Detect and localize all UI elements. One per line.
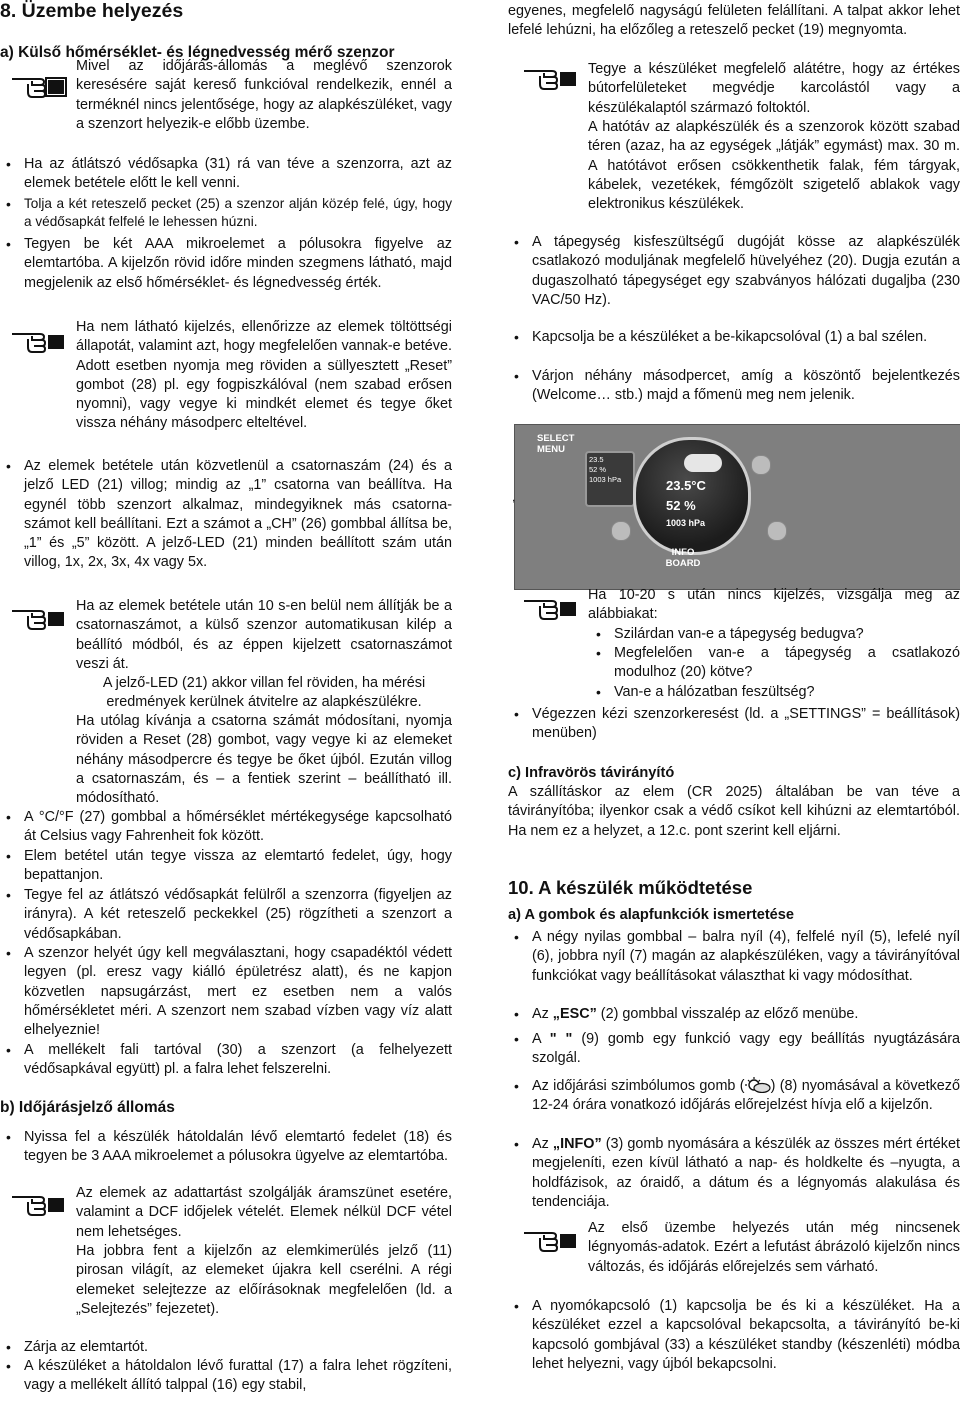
pointing-hand-icon	[522, 592, 580, 622]
note-search-function: Mivel az időjárás-állomás a meglévő szenzorok keresésére saját kereső funkcióval rendelkezik, ennél a terméknél nincs jelentősége, hogy az alapkészüléket, vagy a szenzort helyezik-e előbb üzembe.	[76, 58, 452, 132]
bullet-remove-cap: • Ha az átlátszó védősapka (31) rá van téve a szenzorra, azt az elemek betétele előtt le kell venni.	[0, 155, 452, 194]
note-led-flash: A jelző-LED (21) akkor villan fel röviden, ha mérési eredmények kerülnek átvitelre az alapkészülékre.	[102, 675, 426, 711]
pointing-hand-icon	[10, 70, 68, 100]
stray-mark: ,	[512, 490, 516, 504]
disc-pressure: 1003 hPa	[666, 518, 706, 528]
bullet-insert-batteries: • Tegyen be két AAA mikroelemet a pólusokra figyelve az elemtartóba. A kijelzőn rövid időre minden szegmens látható, majd megjelenik az első hőmérséklet- és légnedvesség érték.	[0, 235, 452, 293]
bullet-open-battery: • Nyissa fel a készülék hátoldalán lévő elemtartó fedelet (18) és tegyen be 3 AAA mikroelemet a pólusokra ügyelve az elemtartóba.	[0, 1128, 452, 1167]
pointing-hand-icon	[10, 1188, 68, 1218]
check-voltage: • Van-e a hálózatban feszültség?	[588, 683, 960, 702]
pointing-hand-icon	[522, 1224, 580, 1254]
continued-text: egyenes, megfelelő nagyságú felületen felállítani. A talpat akkor lehet lefelé lehúzni, ha előzőleg a reteszelő pecket (19) megnyomta.	[508, 3, 960, 39]
note-protect-furniture: Tegye a készüléket megfelelő alátétre, hogy az értékes bútorfelületeket megvédje karcolástól vagy a készülékalaptól származó foltoktól.	[588, 61, 960, 116]
note-first-setup: Az első üzembe helyezés után még nincsenek légnyomás-adatok. Ezért a lefutást ábrázoló kijelzőn nincs változás, és időjárás előrejelzés sem várható.	[588, 1220, 960, 1275]
bullet-info-key: • Az „INFO” (3) gomb nyomására a készülék az összes mért értéket megjeleníti, ezen kívül látható a nap- és holdkelte és –nyugta, a holdfázisok, az óraidő, a dátum és a légnyomás alakulása és tendenciája.	[508, 1135, 960, 1212]
check-connected: • Megfelelően van-e a tápegység a csatlakozó modulhoz (20) kötve?	[588, 644, 960, 683]
bullet-power-switch: • A nyomókapcsoló (1) kapcsolja be és ki a készüléket. Ha a készüléket ezzel a kapcsolóval bekapcsolta, a távirányító be-ki kapcsoló gombjával (33) a készüléket standby (készenléti) módba lehet helyezni, vagy újból bekapcsolni.	[508, 1297, 960, 1374]
note-no-display: Ha nem látható kijelzés, ellenőrizze az elemek töltöttségi állapotát, valamint azt, hogy megfelelően vannak-e betéve. Adott esetben nyomja meg röviden a süllyesztett „Reset” gombot (28) pl. egy fogpiszkálóval (nem szabad erősen nyomni), vagy vegye ki mindkét elemet és tegye őket vissza néhány másodperc elteltével.	[76, 319, 452, 432]
pointing-hand-icon	[522, 62, 580, 92]
bullet-power-supply: • A tápegység kisfeszültségű dugóját kösse az alapkészülék csatlakozó moduljának megfelelő hüvelyéhez (20). Dugja ezután a dugaszolható tápegységet egy szabványos hálózati dugaljba (230 VAC/50 Hz).	[508, 233, 960, 310]
bullet-unit-toggle: • A °C/°F (27) gombbal a hőmérséklet mértékegysége kapcsolható át Celsius vagy Fahrenheit fok között.	[0, 808, 452, 847]
bullet-switch-on: • Kapcsolja be a készüléket a be-kikapcsolóval (1) a bal szélen.	[508, 328, 960, 347]
bullet-attach-cap: • Tegye fel az átlátszó védősapkát felülről a szenzorra (figyeljen az irányra). A két reteszelő peckekkel (25) rögzítheti a szenzort a védősapkában.	[0, 886, 452, 944]
gear-icon	[767, 521, 787, 541]
bullet-close-battery: • Zárja az elemtartót.	[0, 1338, 452, 1357]
note-range: A hatótáv az alapkészülék és a szenzorok között szabad téren (azaz, ha az egységek „látják” egymást) max. 30 m. A hatótávot erősen csökkenthetik falak, fém tárgyak, kábelek, vezetékek, fémgőzölt szigetelő ablakok vagy elektronikus készülékek.	[588, 119, 960, 213]
bullet-slide-latches: • Tolja a két reteszelő pecket (25) a szenzor alján közép felé, úgy, hogy a védősapkát felfelé le lehessen húzni.	[0, 195, 452, 232]
sun-icon	[611, 521, 631, 541]
note-channel-timeout: Ha az elemek betétele után 10 s-en belül nem állítják be a csatornaszámot, a külső szenzor automatikusan kilép a beállító módból, és az éppen kijelzett csatornaszámot veszi át.	[76, 598, 452, 672]
disc-humidity: 52 %	[666, 498, 696, 513]
bullet-sensor-location: • A szenzor helyét úgy kell megválasztani, hogy csapadéktól védett legyen (pl. eresz vagy kiálló épületrész alatt), és ne kapjon közvetlen napsugárzást, mert ez esetben nem a valós hőmérsékletet méri. A szenzort nem szabad vízben vagy víz alatt elhelyeznie!	[0, 944, 452, 1040]
mini-display: 23.5 52 % 1003 hPa	[585, 451, 635, 507]
disc-temperature: 23.5°C	[666, 478, 706, 493]
note-battery-purpose: Az elemek az adattartást szolgálják áramszünet esetére, valamint a DCF időjelek vételét. Elemek nélkül DCF vétel nem lehetséges.	[76, 1185, 452, 1240]
subheading-10a: a) A gombok és alapfunkciók ismertetése	[508, 907, 795, 923]
subheading-b: b) Időjárásjelző állomás	[0, 1099, 175, 1116]
section-title-8: 8. Üzembe helyezés	[0, 0, 184, 22]
bullet-close-cover: • Elem betétel után tegye vissza az elemtartó fedelet, úgy, hogy bepattanjon.	[0, 847, 452, 886]
subheading-c: c) Infravörös távirányító	[508, 765, 675, 781]
pointing-hand-icon	[10, 325, 68, 355]
bullet-sensor-search: • Végezzen kézi szenzorkeresést (ld. a „SETTINGS” = beállítások) menüben)	[508, 705, 960, 744]
note-battery-low: Ha jobbra fent a kijelzőn az elemkimerülés jelző (11) pirosan világít, az elemeket újakra kell cserélni. A régi elemeket selejtezze az előírásoknak megfelelően (ld. a „Selejtezés” fejezetet).	[76, 1243, 452, 1317]
bullet-wall-mount: • A mellékelt fali tartóval (30) a szenzort (a felhelyezett védősapkával együtt) pl. a falra lehet felszerelni.	[0, 1041, 452, 1080]
select-menu-label: SELECT MENU	[537, 433, 575, 455]
bullet-weather-key: • Az időjárási szimbólumos gomb ( ) (8) nyomásával a következő 12-24 órára vonatkozó időjárás előrejelzést hívja elő a kijelzőn.	[508, 1077, 960, 1116]
remote-battery-text: A szállításkor az elem (CR 2025) általában be van téve a távirányítóba; ilyenkor csak a védő csíkot kell kihúzni az elemtartóból. Ha nem ez a helyzet, a 12.c. pont szerint kell eljárni.	[508, 784, 960, 839]
cloud-icon	[684, 454, 722, 472]
note-change-channel: Ha utólag kívánja a csatorna számát módosítani, nyomja röviden a Reset (28) gombot, vagy vegye ki az elemeket néhány másodpercre és tegye be őket újból. Ezután villog a csatornaszám, és – a fentiek szerint – beállítható ill. módosítható.	[76, 713, 452, 807]
bullet-ok-key: • A " " (9) gomb egy funkció vagy egy beállítás nyugtázására szolgál.	[508, 1030, 960, 1069]
subheading-a: a) Külső hőmérséklet- és légnedvesség mérő szenzor	[0, 44, 395, 61]
pointing-hand-icon	[10, 602, 68, 632]
weather-symbol-icon	[745, 1077, 771, 1093]
bullet-esc-key: • Az „ESC” (2) gombbal visszalép az előző menübe.	[508, 1005, 960, 1024]
note-no-display-check: Ha 10-20 s után nincs kijelzés, vizsgálja meg az alábbiakat:	[588, 587, 960, 623]
bullet-arrow-keys: • A négy nyilas gombbal – balra nyíl (4), felfelé nyíl (5), lefelé nyíl (6), jobbra nyíl (7) magán az alapkészüléken, vagy a távirányítóval funkciókat vagy beállításokat választhat ki vagy módosíthat.	[508, 928, 960, 986]
bullet-wait-welcome: • Várjon néhány másodpercet, amíg a köszöntő bejelentkezés (Welcome… stb.) majd a főmenü meg nem jelenik.	[508, 367, 960, 406]
bullet-mount-device: • A készüléket a hátoldalon lévő furattal (17) a falra lehet rögzíteni, vagy a mellékelt állító talppal (16) egy stabil,	[0, 1357, 452, 1396]
section-title-10: 10. A készülék működtetése	[508, 877, 753, 898]
clock-icon	[751, 455, 771, 475]
bullet-channel-number: • Az elemek betétele után közvetlenül a csatornaszám (24) és a jelző LED (21) villog; mindig az „1” csatorna van beállítva. Ha egynél több szenzort alkalmaz, mindegyiknek más csatorna-számot kell beállítani. Ezt a számot a „CH” (26) gombbal állítsa be, „1” és „5” között. A jelző-LED (21) minden beállított szám után villog, 1x, 2x, 3x, 4x vagy 5x.	[0, 457, 452, 573]
check-plugged: • Szilárdan van-e a tápegység bedugva?	[588, 625, 960, 644]
info-board-label: INFO BOARD	[665, 547, 701, 569]
